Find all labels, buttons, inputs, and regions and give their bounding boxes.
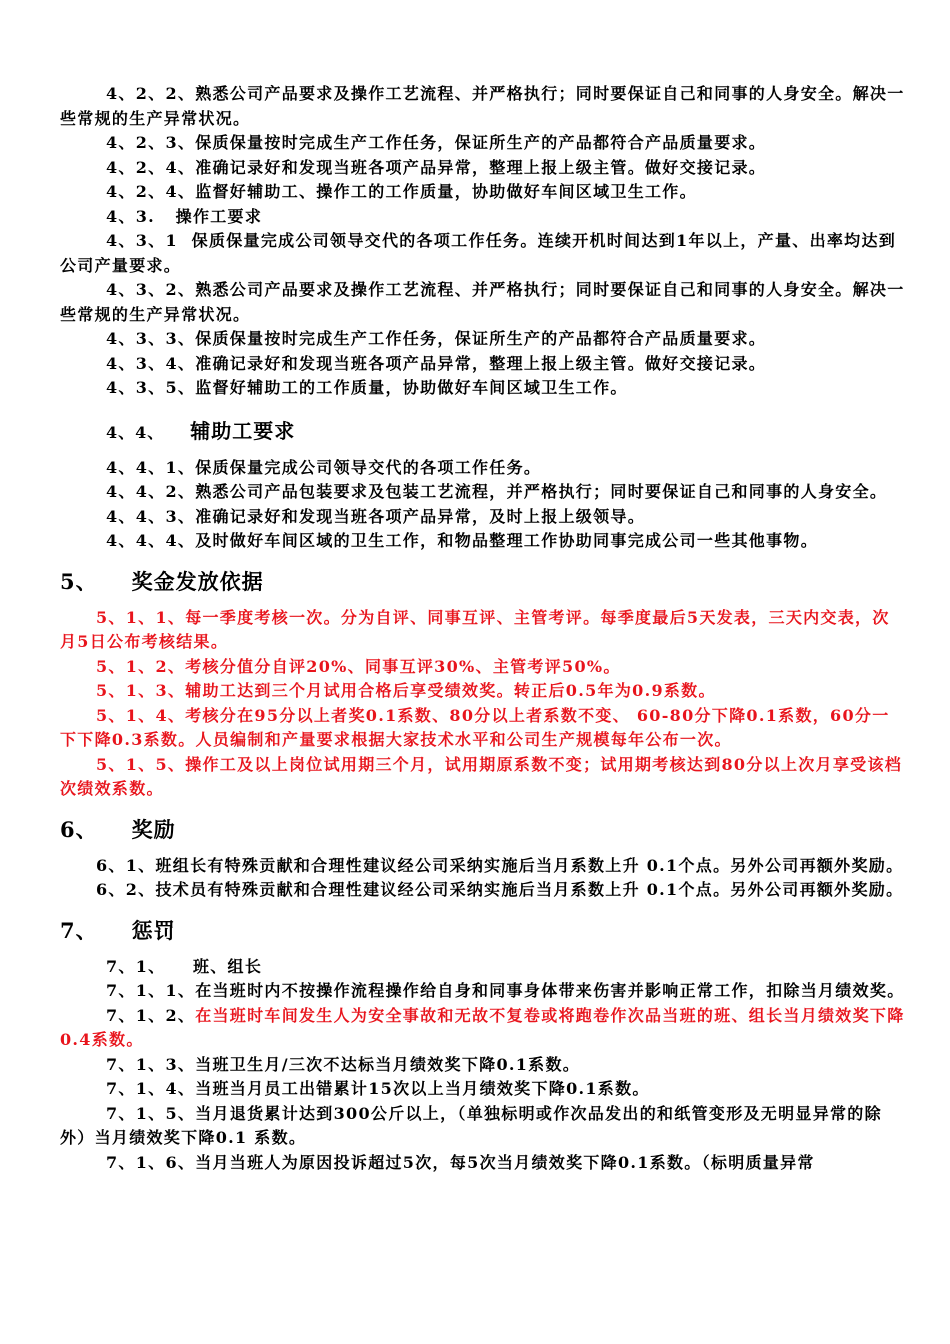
paragraph-4-4-3: 4、4、3、准确记录好和发现当班各项产品异常，及时上报上级领导。 [106,506,645,526]
heading-4-4-title: 辅助工要求 [190,418,296,443]
paragraph-6-2: 6、2、技术员有特殊贡献和合理性建议经公司采纳实施后当月系数上升 0.1个点。另外公司再额外奖励。 [96,880,904,899]
heading-6-number: 6、 [60,816,98,842]
paragraph-5-1-5: 5、1、5、操作工及以上岗位试用期三个月，试用期原系数不变；试用期考核达到80分以上次月享受该档次绩效系数。 [60,754,903,798]
paragraph-4-3-2: 4、3、2、熟悉公司产品要求及操作工艺流程、并严格执行；同时要保证自己和同事的人身安全。解决一些常规的生产异常状况。 [60,280,905,324]
paragraph-5-1-2: 5、1、2、考核分值分自评20%、同事互评30%、主管考评50%。 [96,656,621,676]
paragraph-5-1-4: 5、1、4、考核分在95分以上者奖0.1系数、80分以上者系数不变、 60-80分下降0.1系数，60分一下下降0.3系数。人员编制和产量要求根据大家技术水平和公司生产规模每年公布一次。 [60,705,890,749]
heading-7-1: 7、1、 班、组长 [106,956,263,976]
paragraph-4-3-4: 4、3、4、准确记录好和发现当班各项产品异常，整理上报上级主管。做好交接记录。 [106,353,767,373]
paragraph-5-1-3: 5、1、3、辅助工达到三个月试用合格后享受绩效奖。转正后0.5年为0.9系数。 [96,681,716,700]
paragraph-4-3-3: 4、3、3、保质保量按时完成生产工作任务，保证所生产的产品都符合产品质量要求。 [106,329,767,348]
heading-7 [60,915,906,945]
heading-6 [60,814,906,844]
paragraph-4-3-5: 4、3、5、监督好辅助工的工作质量，协助做好车间区域卫生工作。 [106,378,628,397]
paragraph-7-1-3: 7、1、3、当班卫生月/三次不达标当月绩效奖下降0.1系数。 [106,1054,581,1074]
paragraph-7-1-6: 7、1、6、当月当班人为原因投诉超过5次，每5次当月绩效奖下降0.1系数。（标明质量异常 [106,1152,815,1172]
paragraph-7-1-2-body: 在当班时车间发生人为安全事故和无故不复卷或将跑卷作次品当班的班、组长当月绩效奖下降0.4系数。 [60,1005,905,1049]
heading-4-4-number: 4、4、 [106,422,165,442]
paragraph-7-1-5: 7、1、5、当月退货累计达到300公斤以上，（单独标明或作次品发出的和纸管变形及无明显异常的除外）当月绩效奖下降0.1 系数。 [60,1103,882,1147]
paragraph-7-1-4: 7、1、4、当班当月员工出错累计15次以上当月绩效奖下降0.1系数。 [106,1079,650,1098]
paragraph-4-2-3: 4、2、3、保质保量按时完成生产工作任务，保证所生产的产品都符合产品质量要求。 [106,133,767,152]
paragraph-4-4-4: 4、4、4、及时做好车间区域的卫生工作，和物品整理工作协助同事完成公司一些其他事物。 [106,531,818,550]
paragraph-4-2-2: 4、2、2、熟悉公司产品要求及操作工艺流程、并严格执行；同时要保证自己和同事的人身安全。解决一些常规的生产异常状况。 [60,84,905,128]
paragraph-7-1-1: 7、1、1、在当班时内不按操作流程操作给自身和同事身体带来伤害并影响正常工作，扣除当月绩效奖。 [106,981,905,1000]
paragraph-4-4-2: 4、4、2、熟悉公司产品包装要求及包装工艺流程，并严格执行；同时要保证自己和同事的人身安全。 [106,482,888,501]
heading-7-title: 惩罚 [131,917,176,943]
paragraph-4-4-1: 4、4、1、保质保量完成公司领导交代的各项工作任务。 [106,457,542,477]
paragraph-6-1: 6、1、班组长有特殊贡献和合理性建议经公司采纳实施后当月系数上升 0.1个点。另外公司再额外奖励。 [96,855,904,875]
paragraph-4-2-4b: 4、2、4、监督好辅助工、操作工的工作质量，协助做好车间区域卫生工作。 [106,182,697,201]
paragraph-7-1-2 [60,1004,906,1053]
heading-6-title: 奖励 [131,816,176,842]
heading-5-number: 5、 [60,568,98,594]
heading-4-3: 4、3. 操作工要求 [106,206,263,226]
heading-5-title: 奖金发放依据 [131,568,264,594]
heading-7-number: 7、 [60,917,98,943]
paragraph-7-1-2-prefix: 7、1、2、 [106,1005,196,1025]
paragraph-4-2-4a: 4、2、4、准确记录好和发现当班各项产品异常，整理上报上级主管。做好交接记录。 [106,157,767,177]
paragraph-5-1-1: 5、1、1、每一季度考核一次。分为自评、同事互评、主管考评。每季度最后5天发表，三天内交表，次月5日公布考核结果。 [60,607,890,651]
heading-5 [60,566,906,596]
paragraph-4-3-1: 4、3、1 保质保量完成公司领导交代的各项工作任务。连续开机时间达到1年以上，产量、出率均达到公司产量要求。 [60,231,897,275]
heading-4-4 [106,415,906,444]
